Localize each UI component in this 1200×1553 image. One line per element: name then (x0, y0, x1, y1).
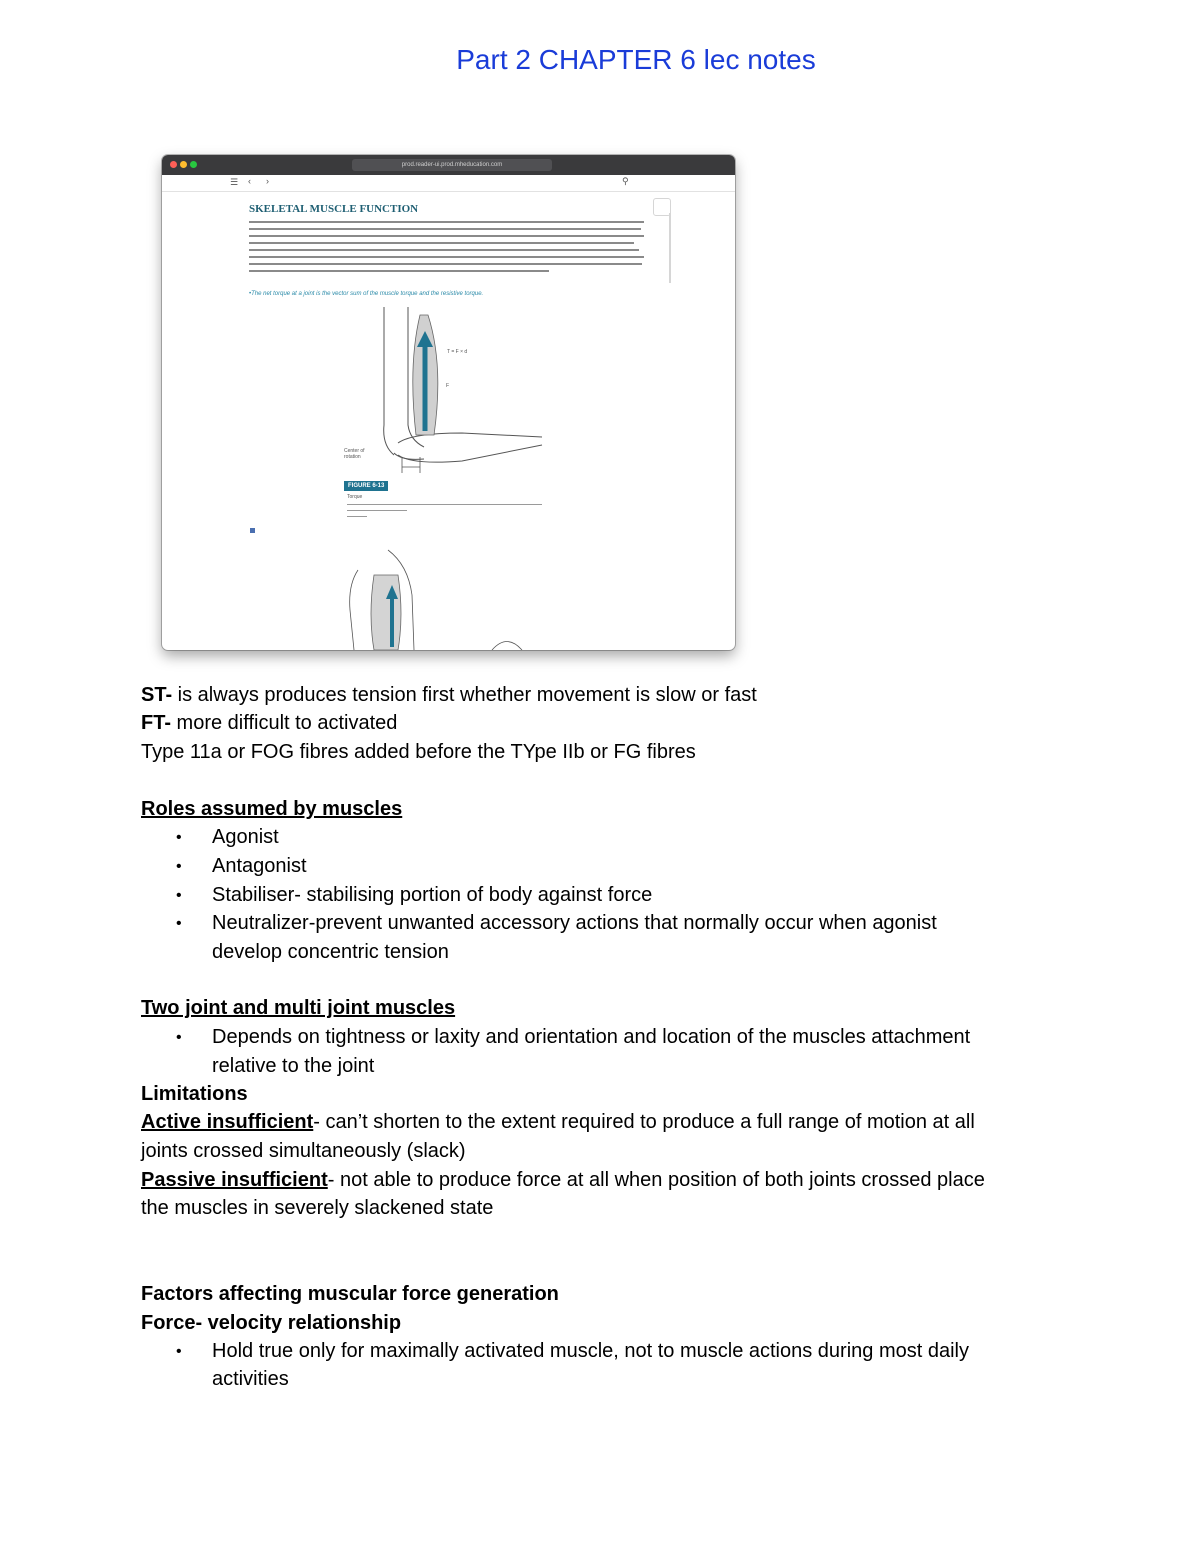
arm-diagram (162, 155, 735, 650)
svg-text:F: F (446, 383, 450, 389)
role-item-continued: develop concentric tension (212, 941, 449, 963)
roles-heading: Roles assumed by muscles (141, 798, 403, 820)
role-item: Stabiliser- stabilising portion of body against force (212, 884, 653, 906)
passive-insufficient-continued: the muscles in severely slackened state (141, 1197, 494, 1219)
search-icon: ⚲ (622, 176, 629, 186)
back-icon: ‹ (248, 176, 251, 186)
force-velocity-item: Hold true only for maximally activated muscle, not to muscle actions during most daily (212, 1340, 969, 1362)
bullet-icon: • (176, 887, 182, 904)
bullet-icon: • (176, 1343, 182, 1360)
role-item: Agonist (212, 826, 279, 848)
center-of-rotation-label: Center of rotation (344, 448, 365, 460)
limitations-heading: Limitations (141, 1083, 248, 1105)
factors-heading: Factors affecting muscular force generation (141, 1283, 559, 1305)
page-title: Part 2 CHAPTER 6 lec notes (456, 44, 816, 75)
ft-line: FT- more difficult to activated (141, 712, 398, 734)
section-heading: SKELETAL MUSCLE FUNCTION (249, 203, 419, 215)
active-insufficient-line: Active insufficient- can’t shorten to the extent required to produce a full range of motion at all (141, 1111, 975, 1133)
passive-insufficient-line: Passive insufficient- not able to produce force at all when position of both joints crossed place (141, 1169, 985, 1191)
caption-lines (347, 504, 542, 517)
bullet-icon: • (176, 1029, 182, 1046)
type-line: Type 11a or FOG fibres added before the TYpe IIb or FG fibres (141, 741, 696, 763)
figure-label: FIGURE 6-13 (344, 481, 388, 491)
address-bar: prod.reader-ui.prod.mheducation.com (352, 159, 552, 171)
bookmark-icon (250, 528, 255, 533)
textbook-screenshot (162, 155, 735, 650)
svg-text:T = F × d: T = F × d (447, 349, 468, 355)
active-insufficient-continued: joints crossed simultaneously (slack) (141, 1140, 466, 1162)
two-joint-item: Depends on tightness or laxity and orientation and location of the muscles attachment (212, 1026, 971, 1048)
role-item: Neutralizer-prevent unwanted accessory actions that normally occur when agonist (212, 912, 937, 934)
force-velocity-heading: Force- velocity relationship (141, 1312, 402, 1334)
st-line: ST- is always produces tension first whether movement is slow or fast (141, 684, 757, 706)
figure-caption: Torque (347, 494, 363, 500)
list-icon: ☰ (230, 177, 239, 187)
bullet-icon: • (176, 829, 182, 846)
force-velocity-item-continued: activities (212, 1368, 289, 1390)
bullet-icon: • (176, 858, 182, 875)
role-item: Antagonist (212, 855, 307, 877)
net-torque-note: •The net torque at a joint is the vector sum of the muscle torque and the resistive torque. (249, 291, 484, 297)
forward-icon: › (266, 176, 269, 186)
two-joint-heading: Two joint and multi joint muscles (141, 997, 456, 1019)
bullet-icon: • (176, 915, 182, 932)
two-joint-item-continued: relative to the joint (212, 1055, 375, 1077)
